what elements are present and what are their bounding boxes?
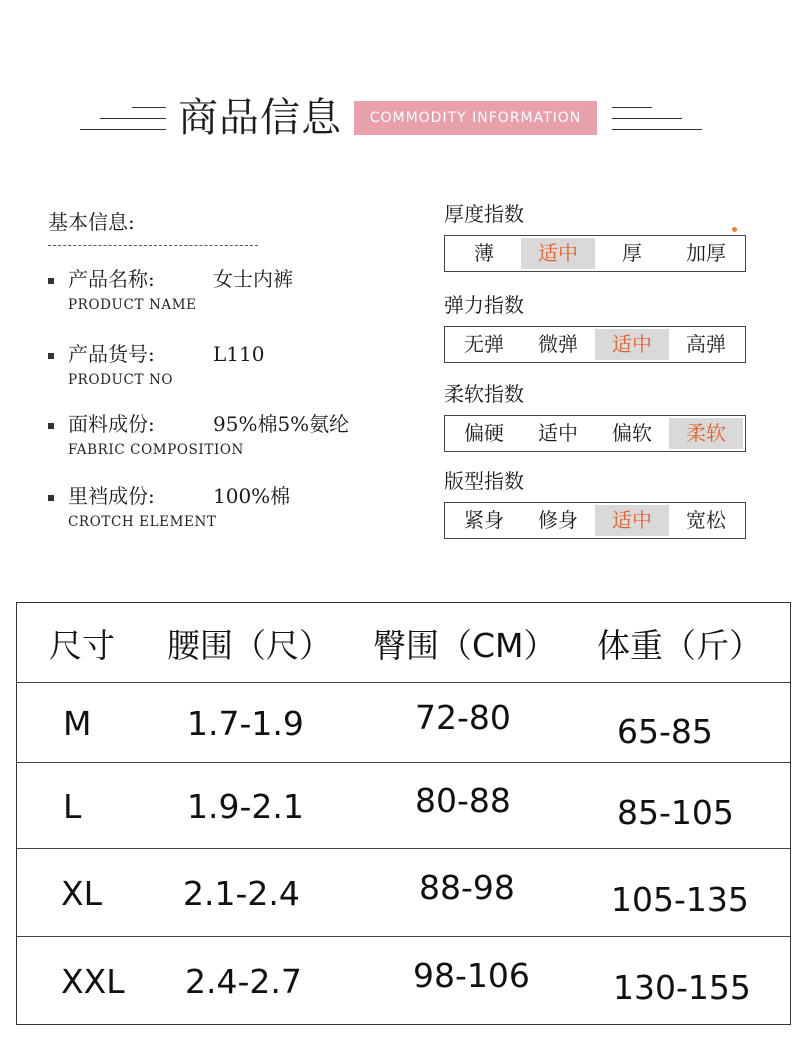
cell-weight: 65-85 <box>617 711 713 751</box>
softness-index-scale <box>444 415 746 452</box>
bullet-icon <box>48 278 54 284</box>
cell-weight: 105-135 <box>611 879 749 919</box>
scale-option: 厚 <box>622 241 642 265</box>
header-rule-right-long <box>612 129 702 130</box>
table-row <box>17 849 790 937</box>
scale-option: 薄 <box>474 241 494 265</box>
scale-option: 紧身 <box>464 508 504 532</box>
info-value: 95%棉5%氨纶 <box>213 412 350 436</box>
thickness-index-scale <box>444 235 746 272</box>
thickness-index-title: 厚度指数 <box>444 202 524 226</box>
cell-weight: 85-105 <box>617 792 734 832</box>
info-row-product-name <box>48 264 408 314</box>
table-row <box>17 683 790 763</box>
info-label-en: PRODUCT NO <box>68 372 174 388</box>
fit-index-title: 版型指数 <box>444 469 524 493</box>
table-header-row <box>17 603 790 683</box>
title-badge: COMMODITY INFORMATION <box>354 101 597 135</box>
cell-waist: 2.1-2.4 <box>183 873 300 913</box>
cell-waist: 1.9-2.1 <box>187 786 304 826</box>
info-row-fabric <box>48 409 408 459</box>
info-row-product-no <box>48 339 408 389</box>
page-title: 商品信息 <box>178 95 342 141</box>
header-rule-left-short <box>132 107 166 108</box>
info-value: 女士内裤 <box>213 267 293 291</box>
scale-option: 适中 <box>538 421 578 445</box>
scale-option-selected: 柔软 <box>669 418 743 449</box>
scale-option: 宽松 <box>686 508 726 532</box>
size-table <box>16 602 791 1025</box>
cell-hip: 72-80 <box>415 697 511 737</box>
elasticity-index-title: 弹力指数 <box>444 293 524 317</box>
cell-weight: 130-155 <box>613 967 751 1007</box>
scale-option-selected: 适中 <box>521 238 595 269</box>
cell-waist: 2.4-2.7 <box>185 961 302 1001</box>
scale-option: 偏软 <box>612 421 652 445</box>
bullet-icon <box>48 423 54 429</box>
table-row <box>17 937 790 1025</box>
elasticity-index-scale <box>444 326 746 363</box>
scale-option-selected: 适中 <box>595 505 669 536</box>
table-row <box>17 763 790 849</box>
cell-size: XL <box>61 873 102 913</box>
bullet-icon <box>48 495 54 501</box>
info-label-en: PRODUCT NAME <box>68 297 197 313</box>
info-label: 产品货号: <box>68 342 155 366</box>
decorative-dot <box>732 227 737 232</box>
info-label: 面料成份: <box>68 412 155 436</box>
header-weight: 体重（斤） <box>597 625 762 665</box>
scale-option: 加厚 <box>686 241 726 265</box>
info-label-en: FABRIC COMPOSITION <box>68 442 244 458</box>
header-hip: 臀围（CM） <box>373 625 557 665</box>
cell-hip: 98-106 <box>413 955 530 995</box>
cell-hip: 80-88 <box>415 780 511 820</box>
cell-size: M <box>63 703 92 743</box>
scale-option: 偏硬 <box>464 421 504 445</box>
header-rule-left-long <box>80 129 166 130</box>
bullet-icon <box>48 353 54 359</box>
info-label: 产品名称: <box>68 267 155 291</box>
cell-size: L <box>63 786 82 826</box>
header-rule-right-short <box>612 107 652 108</box>
basic-info-divider <box>48 245 258 246</box>
info-value: L110 <box>213 342 265 366</box>
header-rule-right-mid <box>612 118 682 119</box>
scale-option: 微弹 <box>538 332 578 356</box>
info-value: 100%棉 <box>213 484 291 508</box>
scale-option: 无弹 <box>464 332 504 356</box>
scale-option: 修身 <box>538 508 578 532</box>
fit-index-scale <box>444 502 746 539</box>
basic-info-title: 基本信息: <box>48 210 135 234</box>
cell-size: XXL <box>61 961 125 1001</box>
header-rule-left-mid <box>100 118 166 119</box>
scale-option: 高弹 <box>686 332 726 356</box>
info-label: 里裆成份: <box>68 484 155 508</box>
header-size: 尺寸 <box>49 625 115 665</box>
scale-option-selected: 适中 <box>595 329 669 360</box>
softness-index-title: 柔软指数 <box>444 382 524 406</box>
cell-waist: 1.7-1.9 <box>187 703 304 743</box>
header-waist: 腰围（尺） <box>167 625 332 665</box>
info-label-en: CROTCH ELEMENT <box>68 514 217 530</box>
info-row-crotch <box>48 481 408 531</box>
cell-hip: 88-98 <box>419 867 515 907</box>
